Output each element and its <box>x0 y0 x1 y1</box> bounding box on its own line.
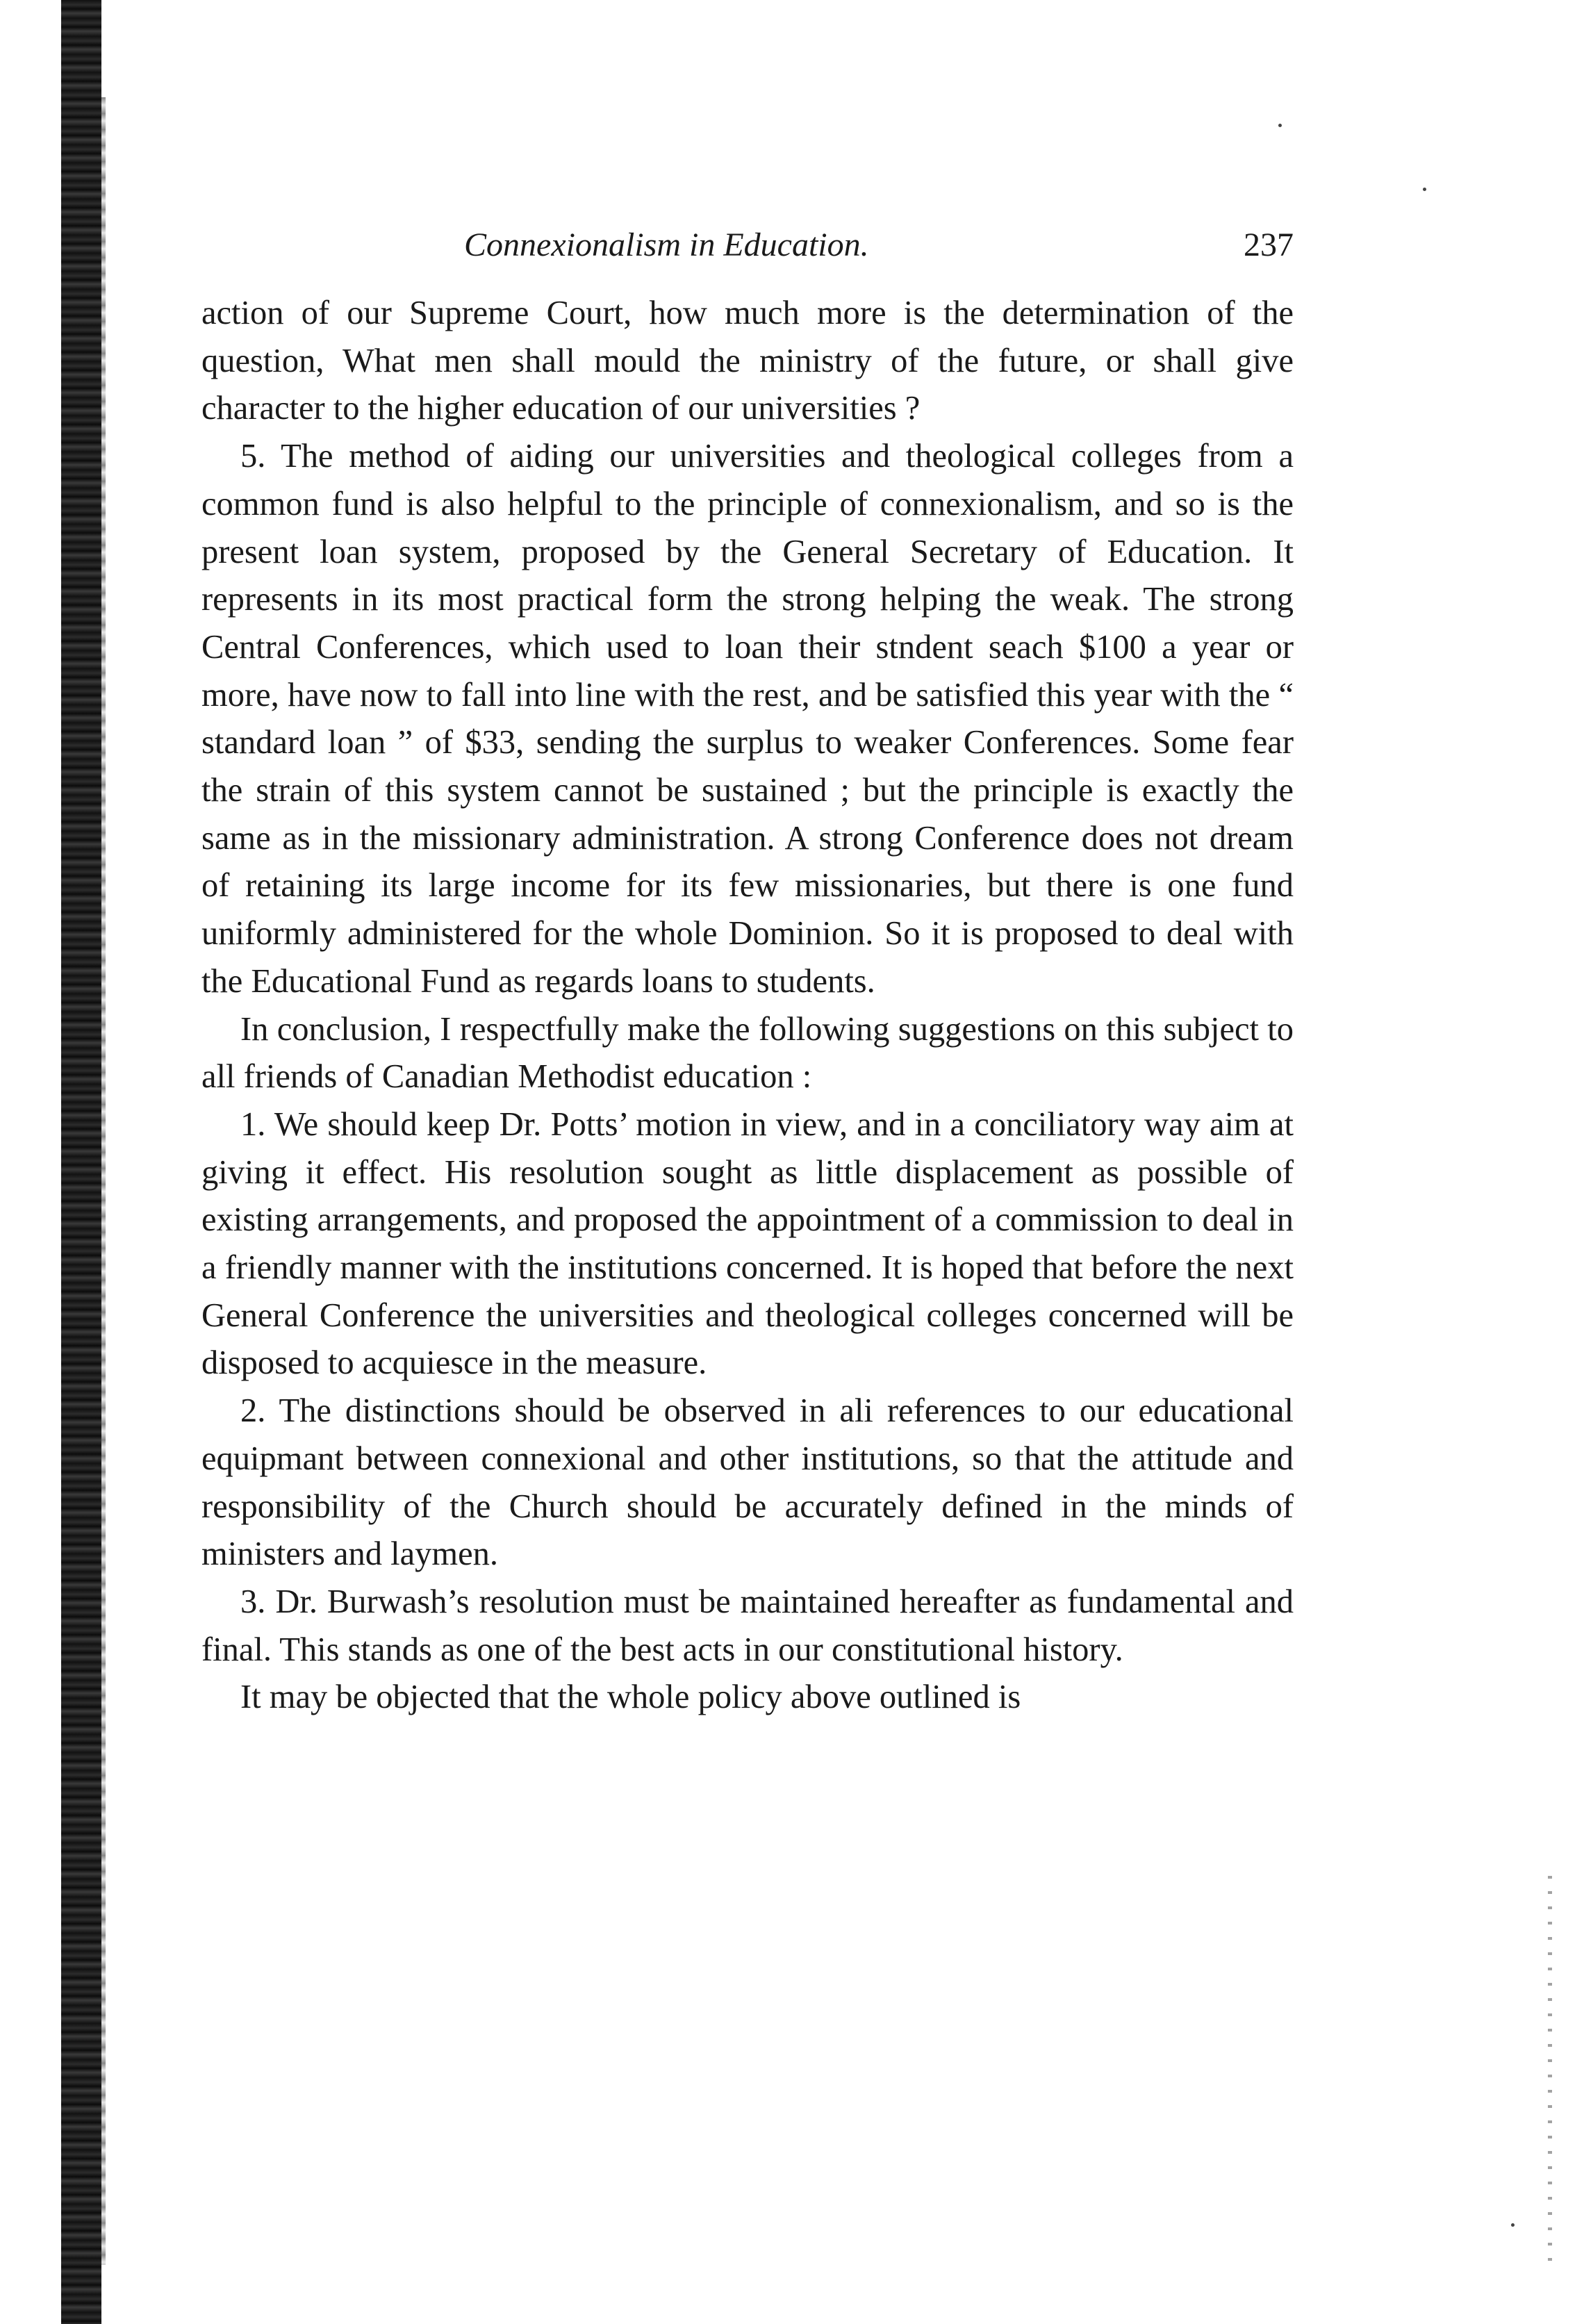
paragraph-point-5: 5. The method of aiding our universities and theological colleges from a common fund is also helpful to the principle of connexionalism, and so is the present loan system, proposed by the General Secretary of Education. It represents in its most practical form the strong helping the weak. The strong Central Conferences, which used to loan their stndent seach $100 a year or more, have now to fall into line with the rest, and be satisfied this year with the “ standard loan ” of $33, sending the surplus to weaker Conferences. Some fear the strain of this system cannot be sustained ; but the principle is exactly the same as in the missionary administration. A strong Conference does not dream of retaining its large income for its few missionaries, but there is one fund uniformly administered for the whole Dominion. So it is proposed to deal with the Educational Fund as regards loans to students. <box>201 438 1294 1000</box>
paragraph-conclusion: In conclusion, I respectfully make the following suggestions on this subject to all friends of Canadian Methodist education : <box>201 1010 1294 1096</box>
page-number: 237 <box>1244 226 1294 263</box>
running-head <box>201 226 1294 274</box>
paragraph-objection: It may be objected that the whole policy above outlined is <box>240 1679 1021 1716</box>
scan-binding-strip <box>61 0 101 2324</box>
scan-speck <box>1278 124 1282 127</box>
scan-edge-marks <box>1548 1876 1552 2265</box>
scan-speck <box>1511 2223 1515 2227</box>
scan-binding-edge <box>101 97 106 2265</box>
paragraph-suggestion-1: 1. We should keep Dr. Potts’ motion in view, and in a conciliatory way aim at giving it effect. His resolution sought as little displacement as possible of existing arrangements, and proposed the appointment of a commission to deal in a friendly manner with the institutions concerned. It is hoped that before the next General Conference the universities and theological colleges concerned will be disposed to acquiesce in the measure. <box>201 1105 1294 1382</box>
paragraph-suggestion-2: 2. The distinctions should be observed in ali references to our educational equipmant between connexional and other institutions, so that the attitude and responsibility of the Church should be accurately defined in the minds of ministers and laymen. <box>201 1392 1294 1573</box>
scan-speck <box>1423 188 1426 191</box>
paragraph-suggestion-3: 3. Dr. Burwash’s resolution must be maintained hereafter as fundamental and final. This stands as one of the best acts in our constitutional history. <box>201 1583 1294 1668</box>
paragraph-continuation: action of our Supreme Court, how much more is the determination of the question, What men shall mould the ministry of the future, or shall give character to the higher education of our universities ? <box>201 295 1294 427</box>
running-title: Connexionalism in Education. <box>464 226 869 263</box>
book-page <box>201 226 1294 1722</box>
body-text <box>201 290 1294 1722</box>
